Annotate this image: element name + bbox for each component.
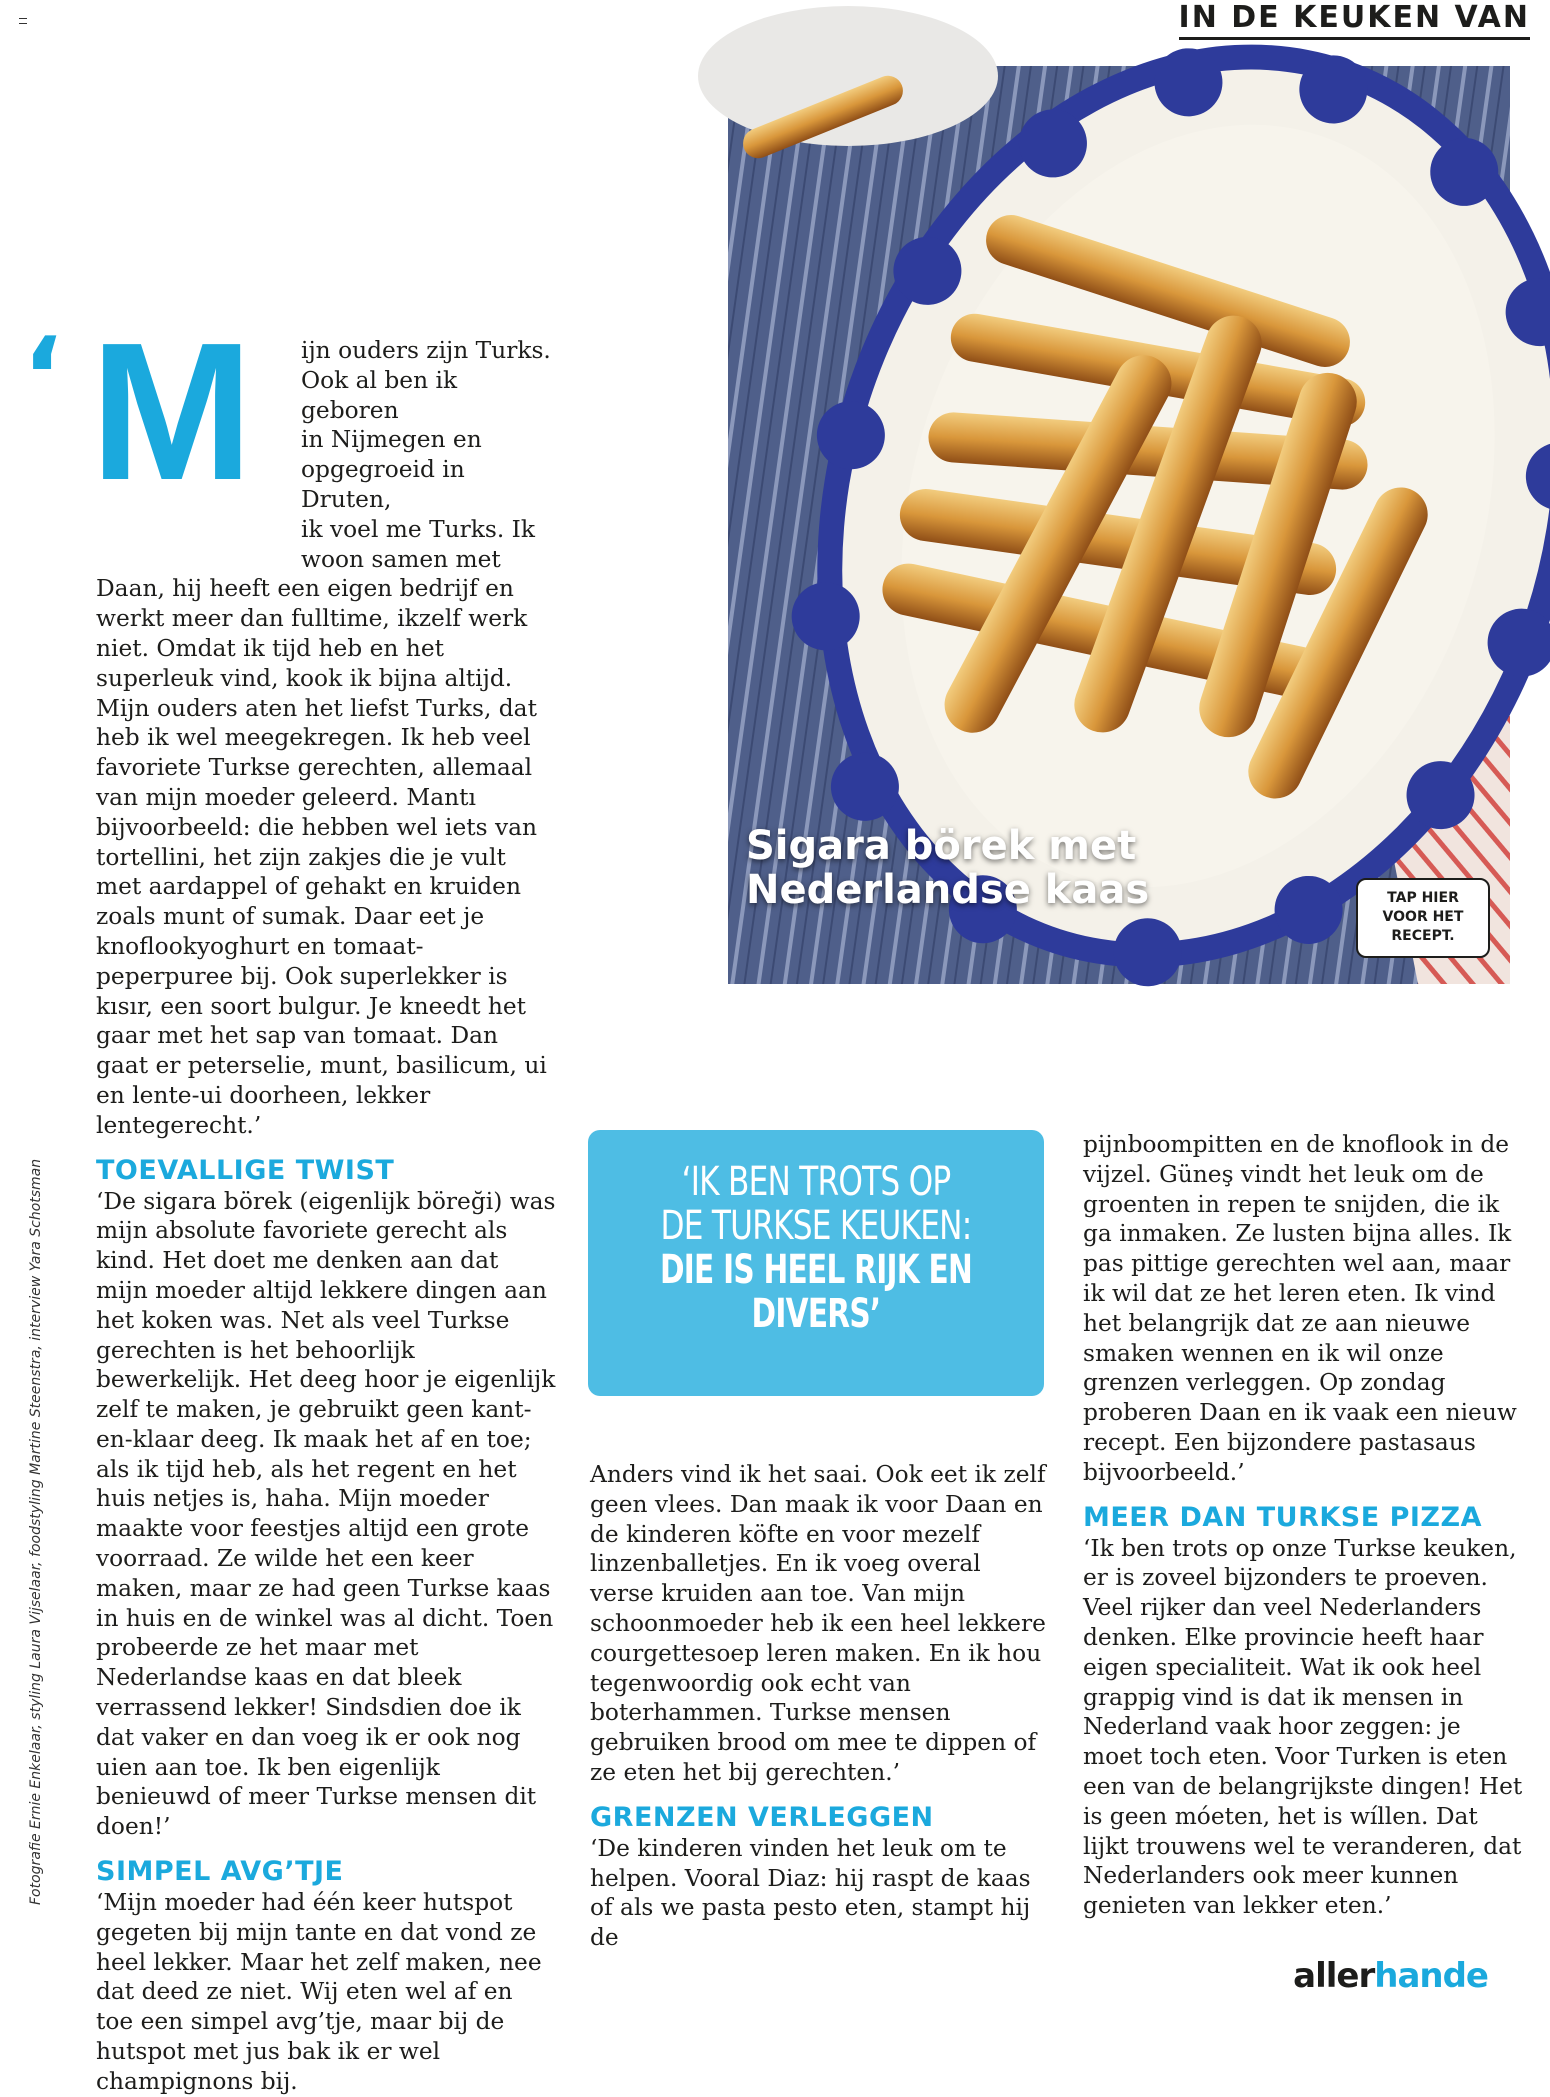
mid-paragraph: Anders vind ik het saai. Ook eet ik zelf geen vlees. Dan maak ik voor Daan en de kinderen köfte en voor mezelf linzenballetjes. En ik voeg overal verse kruiden aan toe. Van mijn schoonmoeder heb ik een heel lekkere courgettesoep leren maken. En ik hou tegenwoordig ook echt van boterhammen. Turkse mensen gebruiken brood om mee te dippen of ze eten het bij gerechten.’ xyxy=(590,1461,1046,1786)
dropcap-letter: M xyxy=(90,302,254,521)
intro-line: woon samen met xyxy=(301,545,501,573)
tap-button-line: RECEPT. xyxy=(1391,928,1455,944)
logo-part: hande xyxy=(1374,1956,1488,1996)
pull-quote xyxy=(588,1130,1044,1396)
allerhande-logo xyxy=(1293,1956,1488,1996)
photo-credits: Fotografie Ernie Enkelaar, styling Laura Vijselaar, foodstyling Martine Steenstra, interview Yara Schotsman xyxy=(28,1158,44,1905)
recipe-title xyxy=(746,824,1149,912)
intro-line: opgegroeid in Druten, xyxy=(301,456,465,513)
column-middle xyxy=(590,1460,1050,1953)
pizza-paragraph: ‘Ik ben trots op onze Turkse keuken, er is zoveel bijzonders te proeven. Veel rijker dan veel Nederlanders denken. Elke provincie heeft haar eigen specialiteit. Wat ik ook heel grappig vind is dat ik mensen in Nederland vaak hoor zeggen: je moet toch eten. Voor Turken is eten een van de belangrijkste dingen! Het is geen móeten, het is wíllen. Dat lijkt trouwens wel te veranderen, dat Nederlanders ook meer kunnen genieten van lekker eten.’ xyxy=(1083,1534,1523,1920)
intro-line: ijn ouders zijn Turks. xyxy=(301,337,551,364)
opening-quote-mark: ‘ xyxy=(22,315,64,440)
intro-rest: Daan, hij heeft een eigen bedrijf en werkt meer dan fulltime, ikzelf werk niet. Omdat ik tijd heb en het superleuk vind, kook ik bijna altijd. Mijn ouders aten het liefst Turks, dat heb ik wel meegekregen. Ik heb veel favoriete Turkse gerechten, allemaal van mijn moeder geleerd. Mantı bijvoorbeeld: die hebben wel iets van tortellini, het zijn zakjes die je vult met aardappel of gehakt en kruiden zoals munt of sumak. Daar eet je knoflookyoghurt en tomaat-peperpuree bij. Ook superlekker is kısır, een soort bulgur. Je kneedt het gaar met het sap van tomaat. Dan gaat er peterselie, munt, basilicum, ui en lente-ui doorheen, lekker lentegerecht.’ xyxy=(96,575,547,1139)
logo-part: aller xyxy=(1293,1956,1375,1996)
page-corner-mark xyxy=(19,18,27,24)
pull-quote-line: DIE IS HEEL RIJK EN xyxy=(659,1247,973,1293)
intro-line: in Nijmegen en xyxy=(301,426,482,454)
recipe-title-line: Nederlandse kaas xyxy=(746,867,1150,913)
intro-line: Ook al ben ik geboren xyxy=(301,366,458,424)
twist-paragraph: ‘De sigara börek (eigenlijk böreği) was mijn absolute favoriete gerecht als kind. Het doet me denken aan dat mijn moeder altijd lekkere dingen aan het koken was. Net als veel Turkse gerechten is het behoorlijk bewerkelijk. Het deeg hoor je eigenlijk zelf te maken, je gebruikt geen kant-en-klaar deeg. Ik maak het af en toe; als ik tijd heb, als het regent en het huis netjes is, haha. Mijn moeder maakte voor feestjes altijd een grote voorraad. Ze wilde het een keer maken, maar ze had geen Turkse kaas in huis en de winkel was al dicht. Toen probeerde ze het maar met Nederlandse kaas en dat bleek verrassend lekker! Sindsdien doe ik dat vaker en dan voeg ik er ook nog uien aan toe. Ik ben eigenlijk benieuwd of meer Turkse mensen dit doen!’ xyxy=(96,1187,556,1841)
subheading-grenzen-verleggen: GRENZEN VERLEGGEN xyxy=(590,1801,934,1833)
tap-button-line: VOOR HET xyxy=(1382,909,1464,925)
tap-button-line: TAP HIER xyxy=(1387,890,1459,906)
column-right xyxy=(1083,1130,1523,1921)
intro-line: ik voel me Turks. Ik xyxy=(301,515,535,543)
pull-quote-line: DE TURKSE KEUKEN: xyxy=(660,1203,972,1249)
section-tag: IN DE KEUKEN VAN xyxy=(1179,0,1530,40)
grenzen-paragraph: ‘De kinderen vinden het leuk om te helpen. Vooral Diaz: hij raspt de kaas of als we pasta pesto eten, stampt hij de xyxy=(590,1834,1031,1952)
subheading-toevallige-twist: TOEVALLIGE TWIST xyxy=(96,1154,395,1186)
recipe-title-line: Sigara börek met xyxy=(746,823,1137,869)
pull-quote-line: ‘IK BEN TROTS OP xyxy=(681,1159,951,1205)
recipe-photo[interactable] xyxy=(728,66,1510,984)
subheading-simpel-avgtje: SIMPEL AVG’TJE xyxy=(96,1856,344,1888)
pull-quote-line: DIVERS’ xyxy=(751,1291,881,1337)
subheading-meer-dan-turkse-pizza: MEER DAN TURKSE PIZZA xyxy=(1083,1501,1482,1533)
right-paragraph: pijnboompitten en de knoflook in de vijzel. Güneş vindt het leuk om de groenten in repen te snijden, die ik ga inmaken. Ze lusten bijna alles. Ik pas pittige gerechten wel aan, maar ik wil dat ze het leren eten. Ik vind het belangrijk dat ze aan nieuwe smaken wennen en ik wil onze grenzen verleggen. Op zondag proberen Daan en ik vaak een nieuw recept. Een bijzondere pastasaus bijvoorbeeld.’ xyxy=(1083,1131,1517,1486)
tap-for-recipe-button[interactable] xyxy=(1356,878,1490,958)
avg-paragraph: ‘Mijn moeder had één keer hutspot gegeten bij mijn tante en dat vond ze heel lekker. Maar het zelf maken, nee dat deed ze niet. Wij eten wel af en toe een simpel avg’tje, maar bij de hutspot met jus bak ik er wel champignons bij. xyxy=(96,1889,542,2095)
